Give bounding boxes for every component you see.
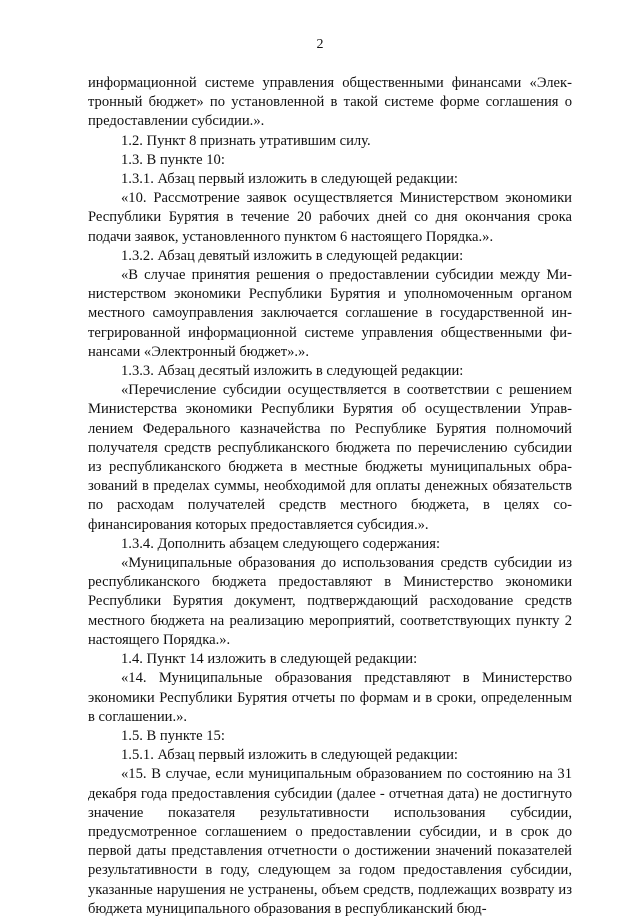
paragraph: 1.3.1. Абзац первый изложить в следующей редакции: — [121, 171, 458, 188]
paragraph: «15. В случае, если муниципальным образованием по состоянию на 31 декабря года предоставления субсидии (далее - отчетная дата) не достигнуто значение показателя результативности использования субсидии, предусмотренное соглашением о предоставлении субсидии, и в срок до первой даты представления отчетности о достижении значений показателей результативности в году, следующем за годом предоставления субсидии, указанные нарушения не устранены, объем средств, подлежащих возврату из бюджета муниципального образования в республиканский бюд- — [88, 766, 572, 917]
paragraph: 1.3.3. Абзац десятый изложить в следующей редакции: — [121, 363, 464, 380]
paragraph: 1.5.1. Абзац первый изложить в следующей редакции: — [121, 747, 458, 764]
paragraph: «Муниципальные образования до использования средств субсидии из республиканского бюджета предоставляют в Министерство экономики Республики Бурятия документ, подтверждающий расходование средств местного бюджета на реализацию мероприятий, соответствующих пункту 2 настоящего Порядка.». — [88, 555, 572, 648]
paragraph: «Перечисление субсидии осуществляется в соответствии с решением Министерства экономики Республики Бурятия об осуществлении Управлением Федерального казначейства по Республике Бурятия полномочий получателя средств республиканского бюджета по перечислению субсидии из республиканского бюджета в местные бюджеты муниципальных образований в пределах суммы, необходимой для оплаты денежных обязательств по расходам получателей средств местного бюджета, в целях софинансирования которых предоставляется субсидия.». — [88, 382, 572, 533]
paragraph: 1.2. Пункт 8 признать утратившим силу. — [121, 132, 371, 149]
paragraph: 1.3.2. Абзац девятый изложить в следующей редакции: — [121, 247, 464, 264]
page-number: 2 — [316, 37, 324, 52]
paragraph: информационной системе управления общественными финансами «Электронный бюджет» по установленной в такой системе форме соглашения о предоставлении субсидии.». — [88, 75, 572, 130]
body-text — [88, 74, 572, 919]
paragraph: «14. Муниципальные образования представляют в Министерство экономики Республики Бурятия отчеты по формам и в сроки, определенным в соглашении.». — [88, 670, 572, 725]
paragraph: 1.5. В пункте 15: — [121, 727, 225, 744]
paragraph: 1.4. Пункт 14 изложить в следующей редакции: — [121, 651, 418, 668]
paragraph: «В случае принятия решения о предоставлении субсидии между Министерством экономики Республики Бурятия и уполномоченным органом местного самоуправления заключается соглашение в государственной интегрированной информационной системе управления общественными финансами «Электронный бюджет».». — [88, 267, 572, 360]
paragraph: 1.3.4. Дополнить абзацем следующего содержания: — [121, 535, 441, 552]
paragraph: «10. Рассмотрение заявок осуществляется Министерством экономики Республики Бурятия в течение 20 рабочих дней со дня окончания срока подачи заявок, установленного пунктом 6 настоящего Порядка.». — [88, 190, 572, 245]
paragraph: 1.3. В пункте 10: — [121, 151, 225, 168]
